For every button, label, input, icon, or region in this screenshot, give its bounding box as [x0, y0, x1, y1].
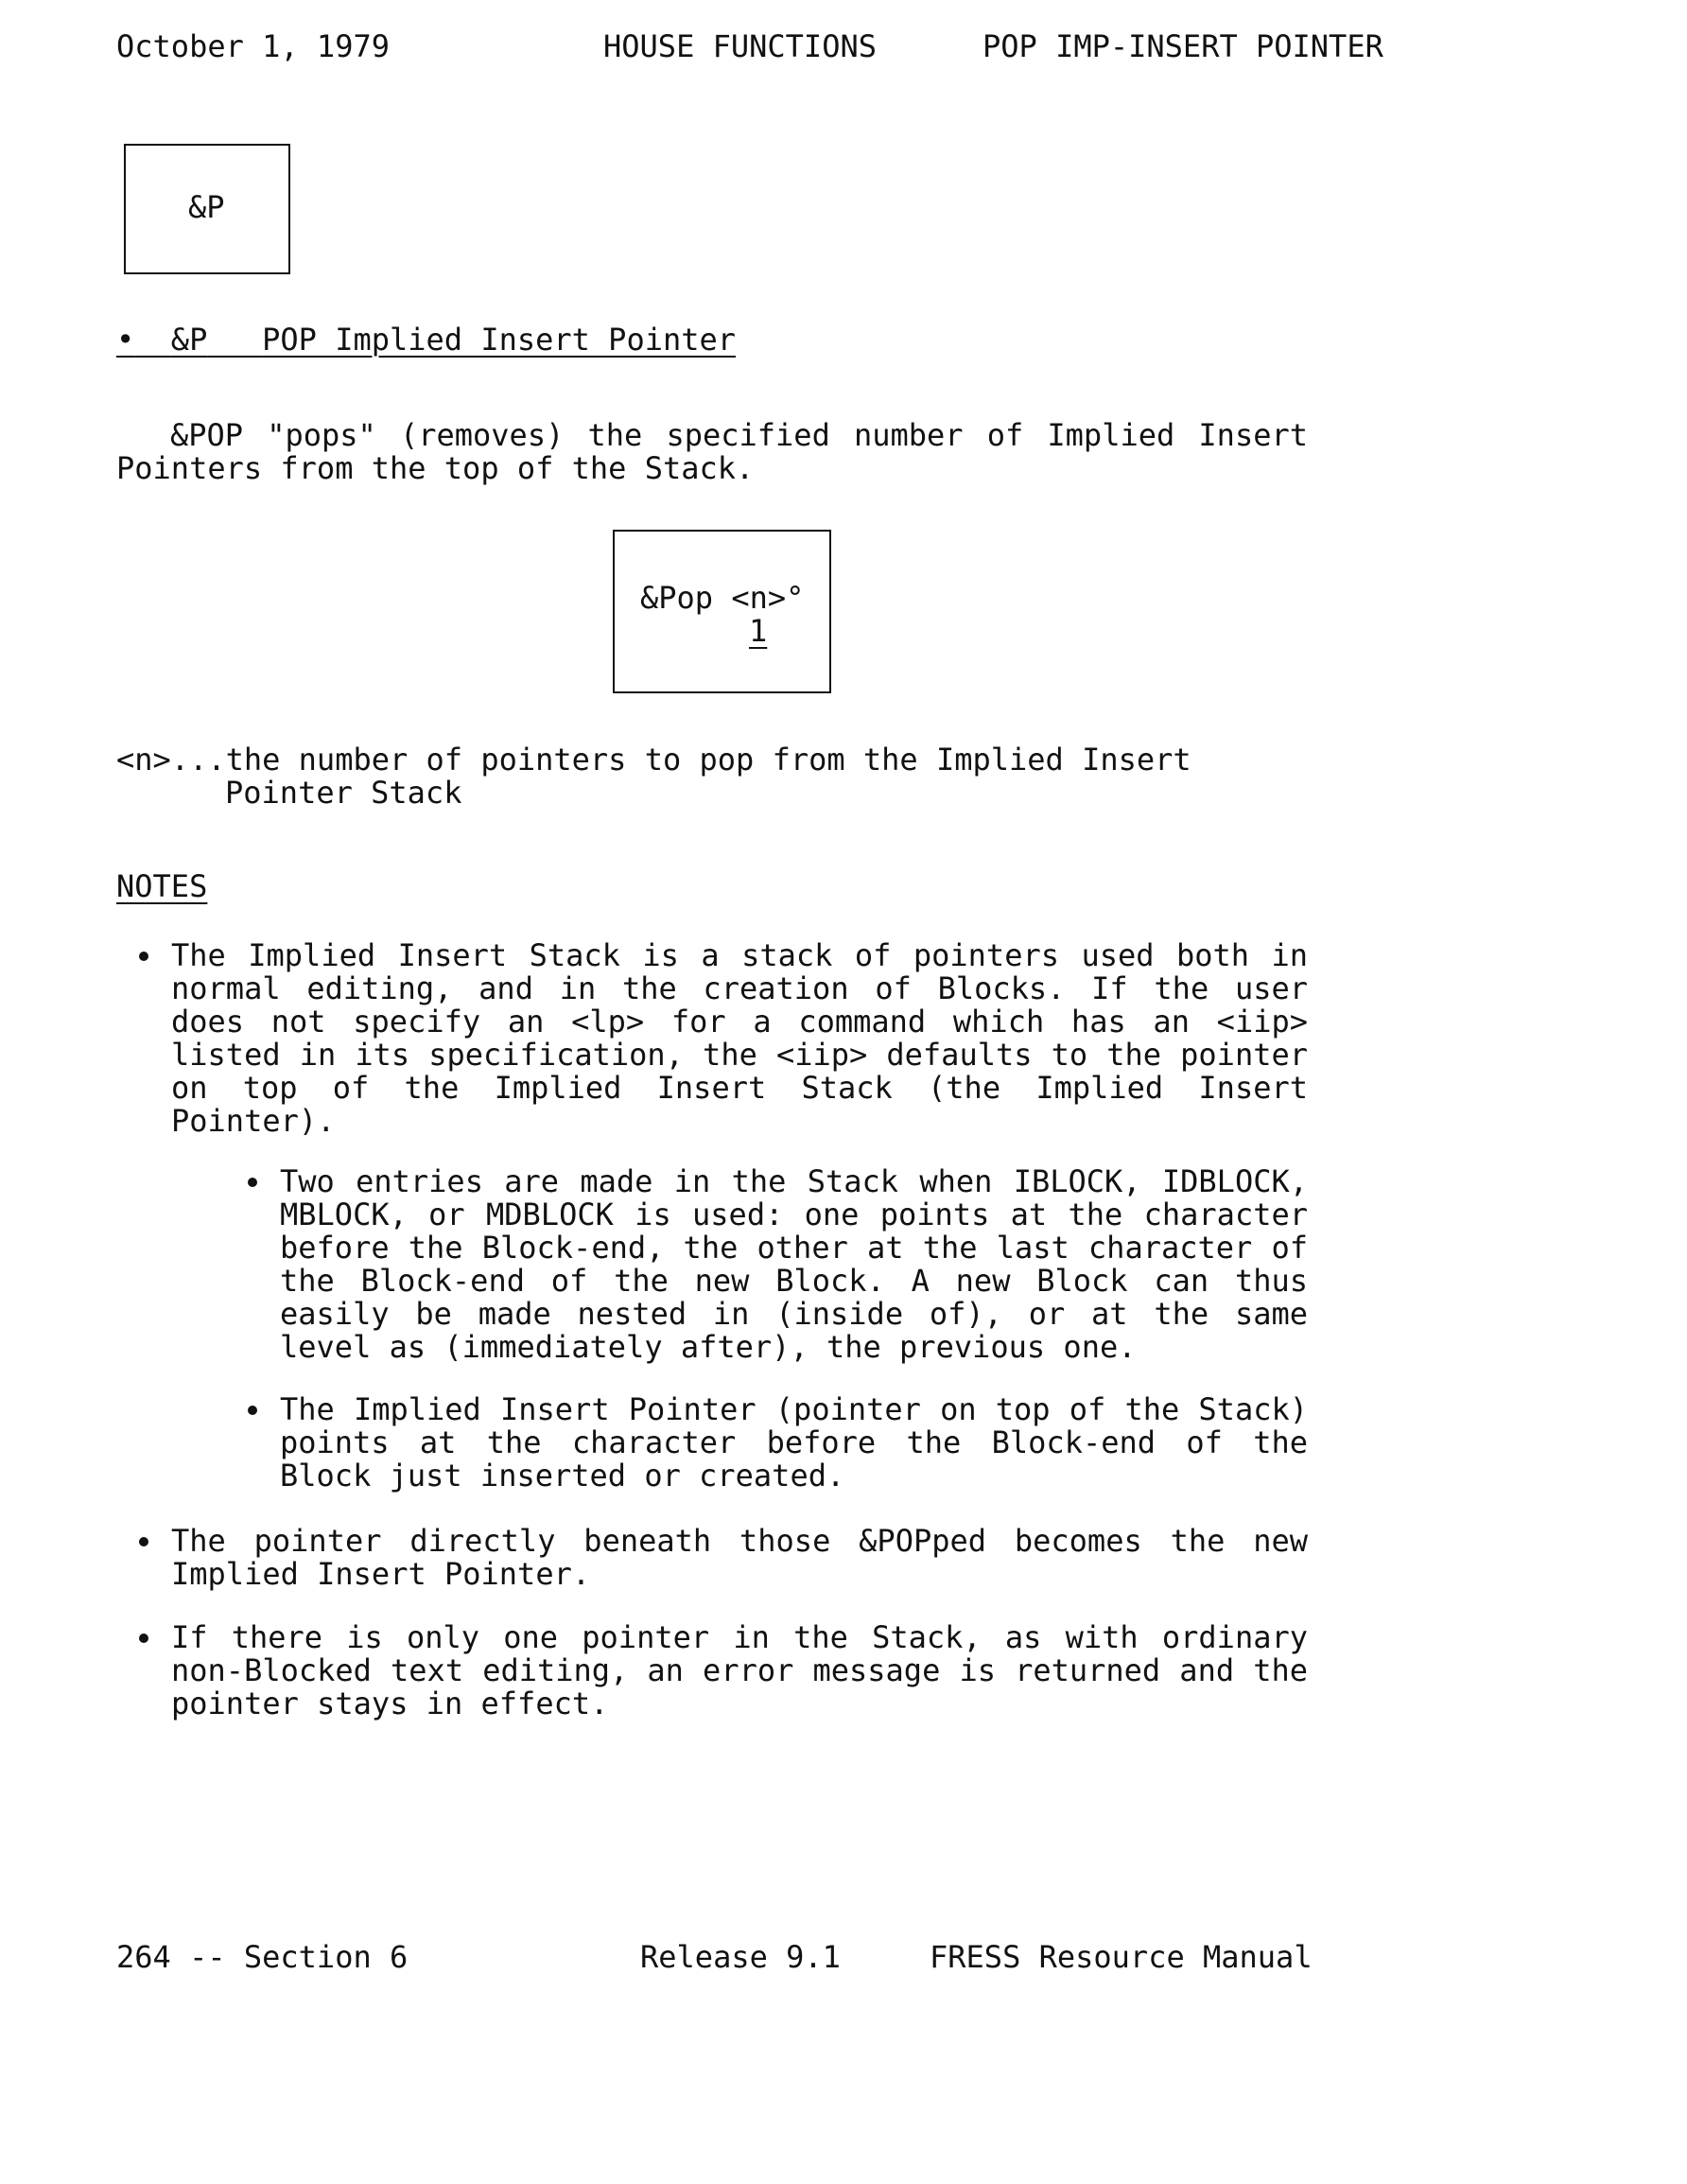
note-item-1: The Implied Insert Stack is a stack of pointers used both in normal editing, and in the creation of Blocks. If the user does not specify an <lp> for a command which has an <iip> listed in its specification, the <iip> defaults to the pointer on top of the Implied Insert Stack (the Implied Insert Pointer).	[171, 937, 1308, 1139]
note-item-2: The pointer directly beneath those &POPped becomes the new Implied Insert Pointer.	[171, 1523, 1308, 1592]
heading-bullet: •	[116, 322, 135, 358]
heading-abbrev: &P	[170, 322, 208, 358]
note-bullet	[139, 1537, 148, 1546]
subnote-item-2: The Implied Insert Pointer (pointer on top of the Stack) points at the character before the Block-end of the Block just inserted or created.	[280, 1391, 1308, 1494]
subnote-item-1: Two entries are made in the Stack when IBLOCK, IDBLOCK, MBLOCK, or MDBLOCK is used: one points at the character before the Block-end, the other at the last character of the Block-end of the new Block. A new Block can thus easily be made nested in (inside of), or at the same level as (immediately after), the previous one.	[280, 1163, 1308, 1365]
syntax-box	[613, 530, 831, 693]
header-topic: POP IMP-INSERT POINTER	[983, 28, 1383, 64]
footer-release: Release 9.1	[640, 1939, 841, 1975]
notes-heading: NOTES	[116, 868, 208, 904]
syntax-command: &Pop <n>°	[640, 580, 805, 616]
note-item-3: If there is only one pointer in the Stack, as with ordinary non-Blocked text editing, an error message is returned and the pointer stays in effect.	[171, 1619, 1308, 1721]
header-date: October 1, 1979	[116, 28, 390, 64]
syntax-default: 1	[749, 613, 768, 649]
subnote-bullet	[248, 1406, 257, 1415]
header-section: HOUSE FUNCTIONS	[603, 28, 877, 64]
heading-title: POP Implied Insert Pointer	[262, 322, 737, 358]
subnote-bullet	[248, 1178, 257, 1187]
note-bullet	[139, 952, 148, 961]
note-bullet	[139, 1634, 148, 1643]
footer-page: 264 -- Section 6	[116, 1939, 409, 1975]
command-box-label: &P	[188, 189, 225, 225]
footer-manual: FRESS Resource Manual	[930, 1939, 1313, 1975]
intro-paragraph: &POP "pops" (removes) the specified number of Implied Insert Pointers from the top of the Stack.	[116, 417, 1308, 486]
param-line-1: <n>...the number of pointers to pop from the Implied Insert	[116, 742, 1191, 778]
command-heading	[116, 323, 736, 357]
command-box	[124, 144, 290, 274]
param-line-2: Pointer Stack	[225, 775, 462, 811]
